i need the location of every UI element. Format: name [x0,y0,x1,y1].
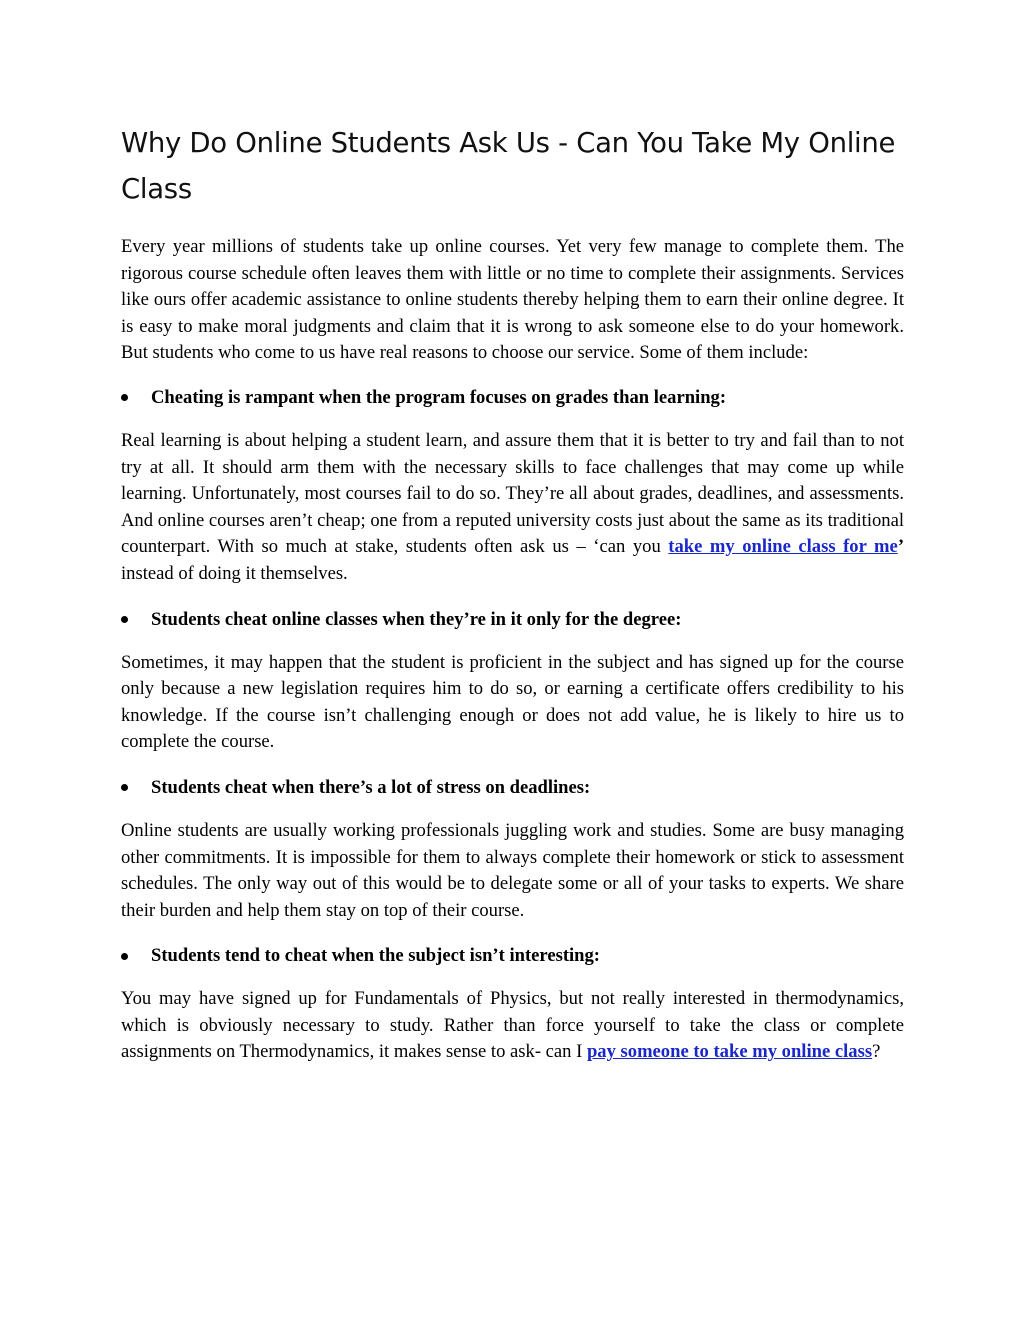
paragraph-text-end: instead of doing it themselves. [121,562,348,584]
paragraph-text: Real learning is about helping a student learn, and assure them that it is better to try and fail than to not try at all. It should arm them with the necessary skills to face challenges that may come up while learning. Unfortunately, most courses fail to do so. They’re all about grades, deadlines, and assessments. And online courses aren’t cheap; one from a reputed university costs just about the same as its traditional counterpart. With so much at stake, students often ask us – ‘can you [121,429,904,558]
paragraph-deadlines: Online students are usually working professionals juggling work and studies. Some are busy managing other commitments. It is impossible for them to always complete their homework or stick to assessment schedules. The only way out of this would be to delegate some or all of your tasks to experts. We share their burden and help them stay on top of their course. [121,819,904,921]
paragraph-interest [121,986,904,1066]
bullet-heading-degree [121,607,904,633]
closing-quote: ’ [897,536,905,558]
paragraph-text-end: ? [872,1041,881,1063]
take-my-online-class-link[interactable]: take my online class for me [668,536,898,558]
intro-paragraph: Every year millions of students take up online courses. Yet very few manage to complete them. The rigorous course schedule often leaves them with little or no time to complete their assignments. Services like ours offer academic assistance to online students thereby helping them to earn their online degree. It is easy to make moral judgments and claim that it is wrong to ask someone else to do your homework. But students who come to us have real reasons to choose our service. Some of them include: [121,236,904,364]
bullet-heading-interest [121,943,904,969]
bullet-heading-grades [121,385,904,411]
paragraph-degree: Sometimes, it may happen that the student is proficient in the subject and has signed up for the course only because a new legislation requires him to do so, or earning a certificate offers credibility to his knowledge. If the course isn’t challenging enough or does not add value, he is likely to hire us to complete the course. [121,651,904,753]
document-page [121,120,904,1066]
bullet-icon [121,953,128,960]
pay-someone-link[interactable]: pay someone to take my online class [586,1041,873,1063]
bullet-icon [121,394,128,401]
bullet-heading-text: Students tend to cheat when the subject isn’t interesting: [151,945,601,967]
page-title: Why Do Online Students Ask Us - Can You Take My Online Class [121,127,896,205]
bullet-heading-text: Cheating is rampant when the program focuses on grades than learning: [151,386,727,408]
bullet-icon [121,784,128,791]
bullet-heading-text: Students cheat when there’s a lot of stress on deadlines: [151,776,591,798]
bullet-heading-text: Students cheat online classes when they’re in it only for the degree: [151,608,682,630]
paragraph-grades [121,428,904,588]
bullet-heading-deadlines [121,775,904,801]
paragraph-text: You may have signed up for Fundamentals of Physics, but not really interested in thermodynamics, which is obviously necessary to study. Rather than force yourself to take the class or complete assignments on Thermodynamics, it makes sense to ask- can I [121,988,904,1063]
bullet-icon [121,616,128,623]
